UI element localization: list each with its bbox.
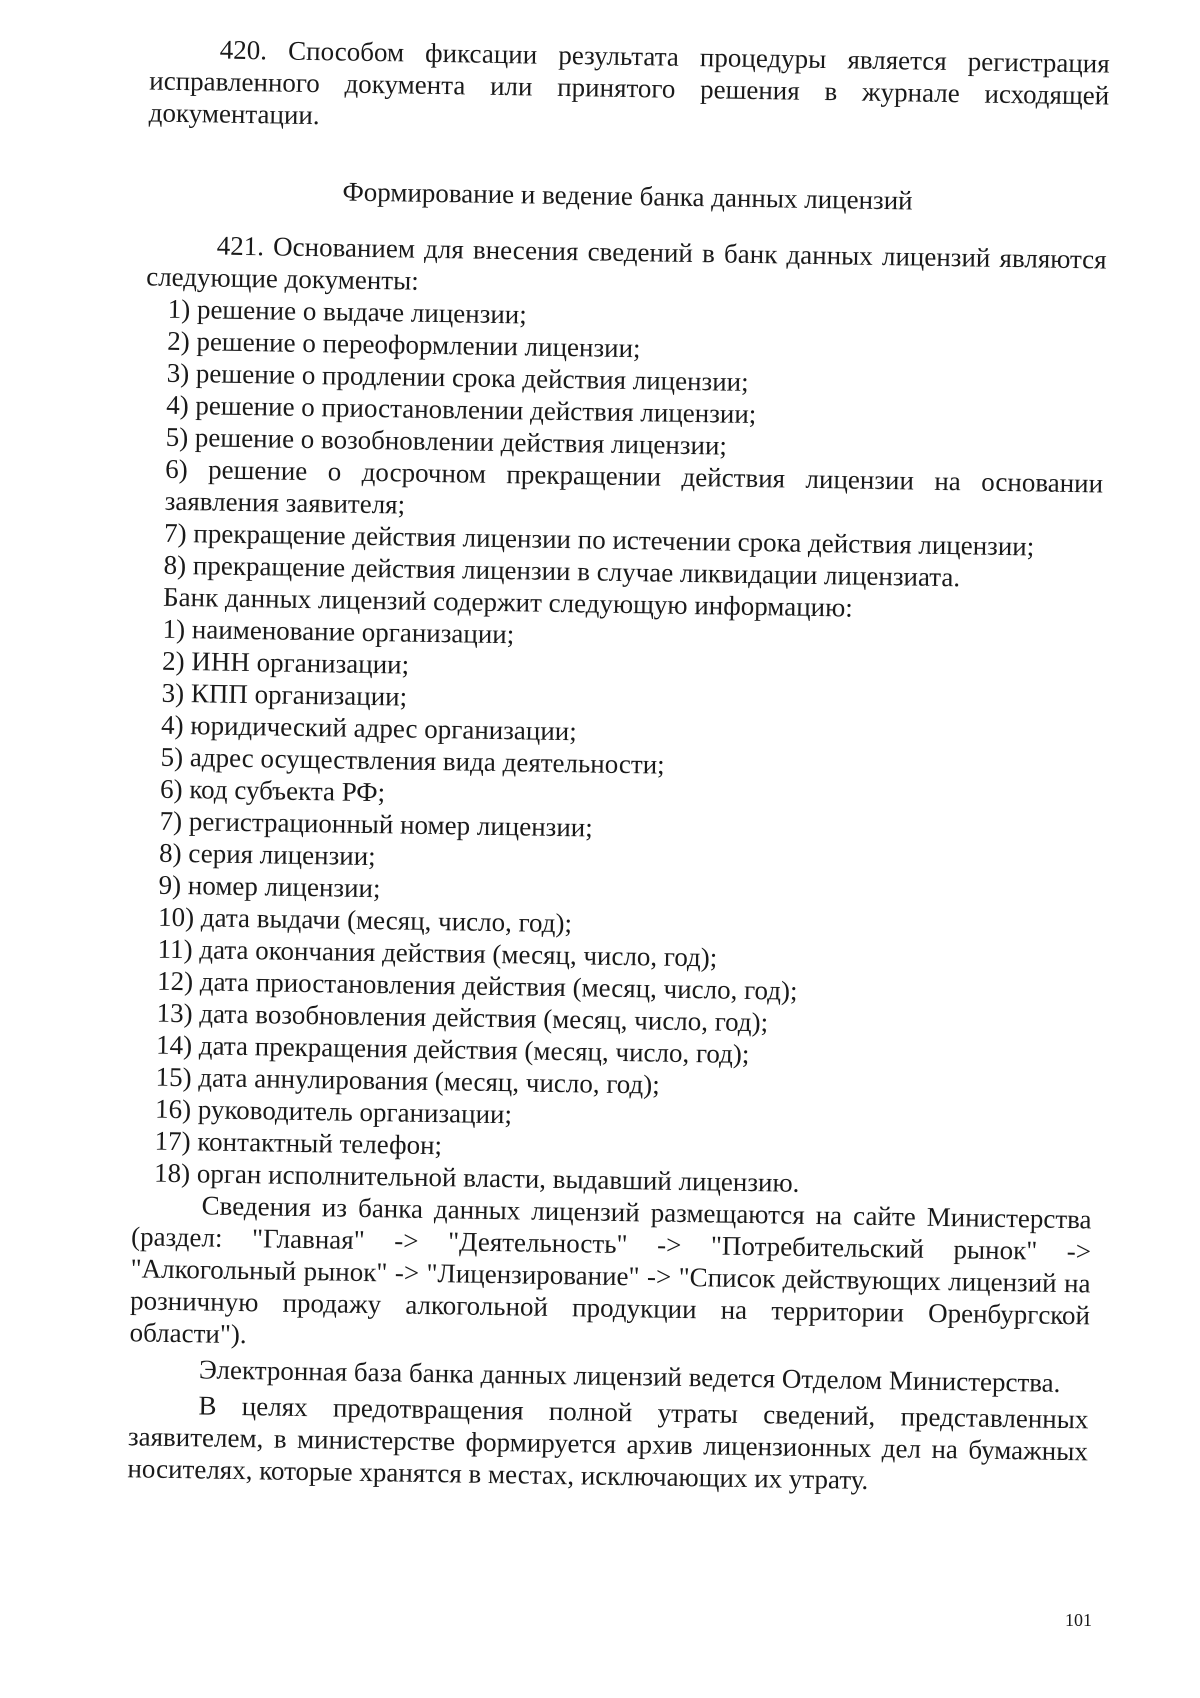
list-item: 1) наименование организации;: [162, 613, 515, 650]
list-item: 7) прекращение действия лицензии по истечении срока действия лицензии;: [163, 517, 1035, 562]
list-item: 6) код субъекта РФ;: [159, 773, 386, 808]
list-item: 6) решение о досрочном прекращении действия лицензии на основании заявления заявителя;: [164, 453, 1104, 520]
page-body: [127, 32, 1110, 1499]
list-item: 8) серия лицензии;: [158, 837, 376, 872]
paragraph-site: Сведения из банка данных лицензий размещаются на сайте Министерства (раздел: "Главная" -> "Деятельность" -> "Потребительский рынок" -> "Алкогольный рынок" -> "Лицензирование" -> "Список действующих лицензий на розничную продажу алкогольной продукции на территории Оренбургской области").: [129, 1190, 1092, 1350]
list-item: 2) решение о переоформлении лицензии;: [166, 325, 641, 364]
grounds-list: [141, 292, 1105, 595]
paragraph-421: 421. Основанием для внесения сведений в банк данных лицензий являются следующие документы:: [145, 230, 1107, 296]
list-item: 3) КПП организации;: [161, 677, 408, 712]
list-item: 12) дата приостановления действия (месяц, число, год);: [156, 965, 798, 1006]
list-item: 17) контактный телефон;: [154, 1125, 443, 1161]
list-item: 2) ИНН организации;: [161, 645, 410, 680]
paragraph-database: Электронная база банка данных лицензий ведется Отделом Министерства.: [198, 1354, 1061, 1398]
list-item: 9) номер лицензии;: [158, 869, 381, 904]
list-item: 10) дата выдачи (месяц, число, год);: [157, 901, 573, 939]
paragraph-archive: В целях предотвращения полной утраты сведений, представленных заявителем, в министерстве формируется архив лицензионных дел на бумажных носителях, которые хранятся в местах, исключающих их утрату.: [127, 1390, 1089, 1495]
list-item: 18) орган исполнительной власти, выдавший лицензию.: [153, 1157, 800, 1198]
list-item: 3) решение о продлении срока действия лицензии;: [166, 357, 749, 397]
list-item: 8) прекращение действия лицензии в случае ликвидации лицензиата.: [163, 549, 961, 593]
list-item: 7) регистрационный номер лицензии;: [159, 805, 593, 843]
info-intro: Банк данных лицензий содержит следующую информацию:: [162, 581, 854, 623]
info-list: [132, 612, 1101, 1203]
section-heading: Формирование и ведение банка данных лицензий: [342, 176, 913, 216]
list-item: 14) дата прекращения действия (месяц, число, год);: [155, 1029, 750, 1069]
list-item: 16) руководитель организации;: [154, 1093, 513, 1130]
list-item: 13) дата возобновления действия (месяц, число, год);: [156, 997, 769, 1038]
list-item: 4) юридический адрес организации;: [160, 709, 577, 747]
list-item: 1) решение о выдаче лицензии;: [167, 293, 528, 330]
page-number: 101: [1065, 1610, 1092, 1630]
list-item: 11) дата окончания действия (месяц, число, год);: [157, 933, 718, 973]
paragraph-420: 420. Способом фиксации результата процедуры является регистрация исправленного документа или принятого решения в журнале исходящей документации.: [148, 34, 1110, 131]
list-item: 4) решение о приостановлении действия лицензии;: [165, 389, 757, 430]
list-item: 15) дата аннулирования (месяц, число, год);: [155, 1061, 660, 1100]
list-item: 5) адрес осуществления вида деятельности;: [160, 741, 665, 780]
list-item: 5) решение о возобновлении действия лицензии;: [165, 421, 728, 461]
